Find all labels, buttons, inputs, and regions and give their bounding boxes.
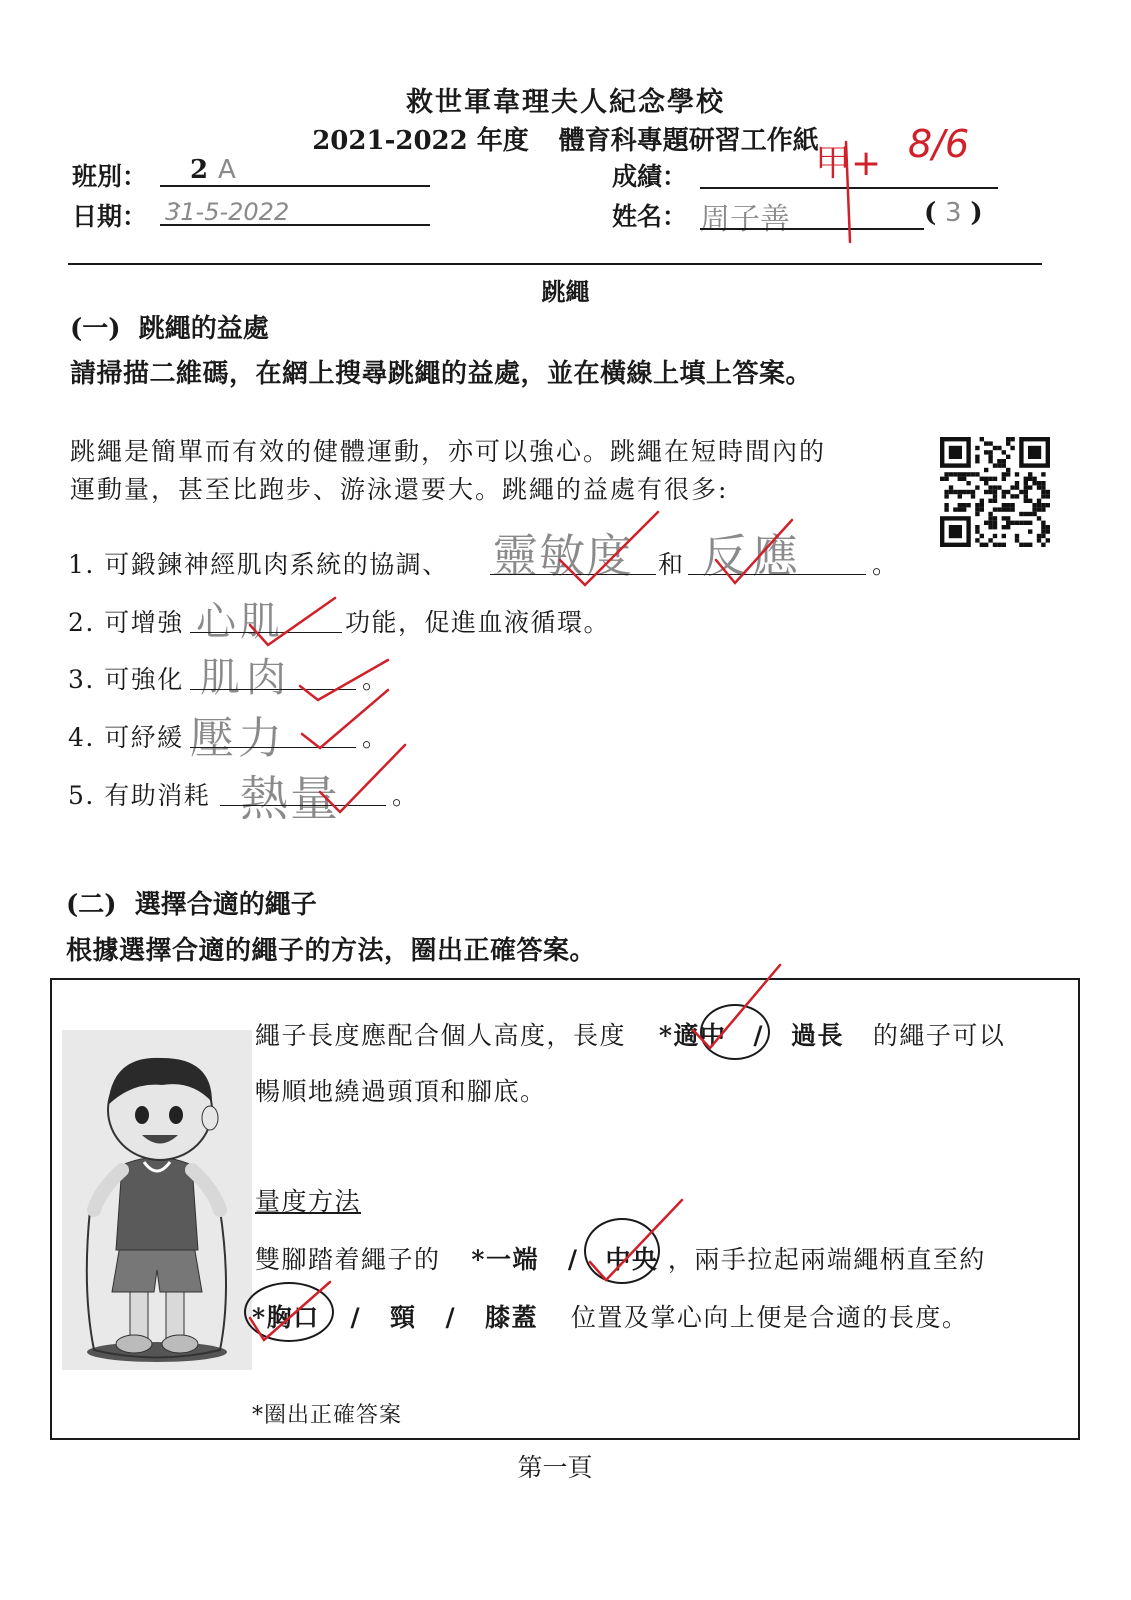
option-too-long[interactable]: 過長: [790, 1021, 844, 1050]
benefit-item-1-answer[interactable]: 靈敏度: [492, 529, 633, 583]
class-value: 2: [190, 155, 209, 185]
intro-line-2: 運動量，甚至比跑步、游泳還要大。跳繩的益處有很多:: [70, 475, 729, 504]
option-suitable[interactable]: *適中: [658, 1021, 727, 1050]
option-middle[interactable]: 中央: [605, 1245, 659, 1274]
check-mark-8: [250, 1282, 330, 1340]
class-number-value: 3: [945, 198, 962, 228]
footnote: *圈出正確答案: [252, 1403, 403, 1428]
benefit-item-1-answer-2[interactable]: 反應: [702, 529, 802, 583]
score-label: 成績：: [612, 162, 688, 191]
option-one-end[interactable]: *一端: [471, 1245, 539, 1274]
class-number-close: ): [970, 198, 983, 228]
section2-instruction: 根據選擇合適的繩子的方法，圈出正確答案。: [66, 936, 597, 966]
option-separator: /: [753, 1021, 765, 1050]
option-separator: /: [567, 1245, 579, 1274]
check-mark-3: [300, 660, 388, 700]
method-line-2-tail: 位置及掌心向上便是合適的長度。: [570, 1303, 969, 1332]
class-label: 班別：: [72, 162, 148, 191]
rope-length-tail: 的繩子可以: [872, 1021, 1006, 1050]
name-label: 姓名：: [612, 202, 688, 231]
name-value: 周子善: [700, 202, 790, 237]
score-stroke-mark: [846, 142, 850, 242]
method-tail: ，兩手拉起兩端繩柄直至約: [667, 1245, 986, 1274]
benefit-item-3-suffix: 。: [362, 665, 388, 694]
class-number-open: (: [924, 198, 937, 228]
pencil-scribble: [170, 203, 180, 207]
benefit-item-1-mid: 和: [658, 550, 684, 579]
worksheet-subject: 體育科專題研習工作紙: [558, 126, 819, 156]
rope-length-text: 繩子長度應配合個人高度，長度: [255, 1021, 627, 1050]
topic-title: 跳繩: [541, 277, 590, 306]
option-separator: /: [445, 1303, 457, 1332]
benefit-item-3-prefix: 3. 可強化: [68, 665, 184, 694]
date-value: 31-5-2022: [165, 198, 290, 226]
check-mark-5: [320, 745, 405, 812]
option-neck[interactable]: 頸: [390, 1303, 417, 1332]
check-mark-6: [693, 965, 780, 1048]
score-extra: 8/6: [908, 122, 970, 166]
benefit-item-5-suffix: 。: [392, 781, 418, 810]
intro-line-1: 跳繩是簡單而有效的健體運動，亦可以強心。跳繩在短時間內的: [70, 437, 827, 466]
option-separator: /: [350, 1303, 362, 1332]
benefit-item-3-answer[interactable]: 肌肉: [200, 655, 292, 701]
school-name: 救世軍韋理夫人紀念學校: [406, 87, 725, 118]
school-year: 2021-2022 年度: [312, 126, 529, 156]
benefit-item-1-prefix: 1. 可鍛鍊神經肌肉系統的協調、: [68, 550, 449, 579]
benefit-item-1-suffix: 。: [872, 550, 898, 579]
check-mark-1a: [560, 512, 658, 585]
class-value-handwritten: A: [218, 155, 236, 185]
option-chest[interactable]: *胸口: [252, 1303, 320, 1332]
page-number: 第一頁: [517, 1453, 593, 1482]
benefit-item-4-prefix: 4. 可紓緩: [68, 723, 184, 752]
check-mark-2: [250, 598, 335, 645]
date-label: 日期：: [72, 202, 148, 231]
benefit-item-4-answer[interactable]: 壓力: [190, 713, 286, 764]
section2-heading: (二) 選擇合適的繩子: [66, 890, 317, 920]
check-mark-1b: [716, 520, 792, 583]
check-mark-7: [590, 1200, 682, 1280]
benefit-item-4-suffix: 。: [362, 723, 388, 752]
benefit-item-2-suffix: 功能，促進血液循環。: [345, 608, 611, 637]
score-grade: 甲+: [815, 143, 882, 184]
option-knee[interactable]: 膝蓋: [485, 1303, 539, 1332]
section1-instruction: 請掃描二維碼，在網上搜尋跳繩的益處，並在橫線上填上答案。: [70, 359, 813, 389]
rope-length-line-2: 暢順地繞過頭頂和腳底。: [255, 1077, 547, 1106]
method-text: 雙腳踏着繩子的: [255, 1245, 441, 1274]
benefit-item-2-answer[interactable]: 心肌: [196, 599, 284, 645]
section1-heading: (一) 跳繩的益處: [70, 314, 269, 344]
benefit-item-5-answer[interactable]: 熱量: [240, 771, 341, 827]
benefit-item-5-prefix: 5. 有助消耗: [68, 781, 211, 810]
benefit-item-2-prefix: 2. 可增強: [68, 608, 184, 637]
method-title: 量度方法: [255, 1187, 362, 1216]
